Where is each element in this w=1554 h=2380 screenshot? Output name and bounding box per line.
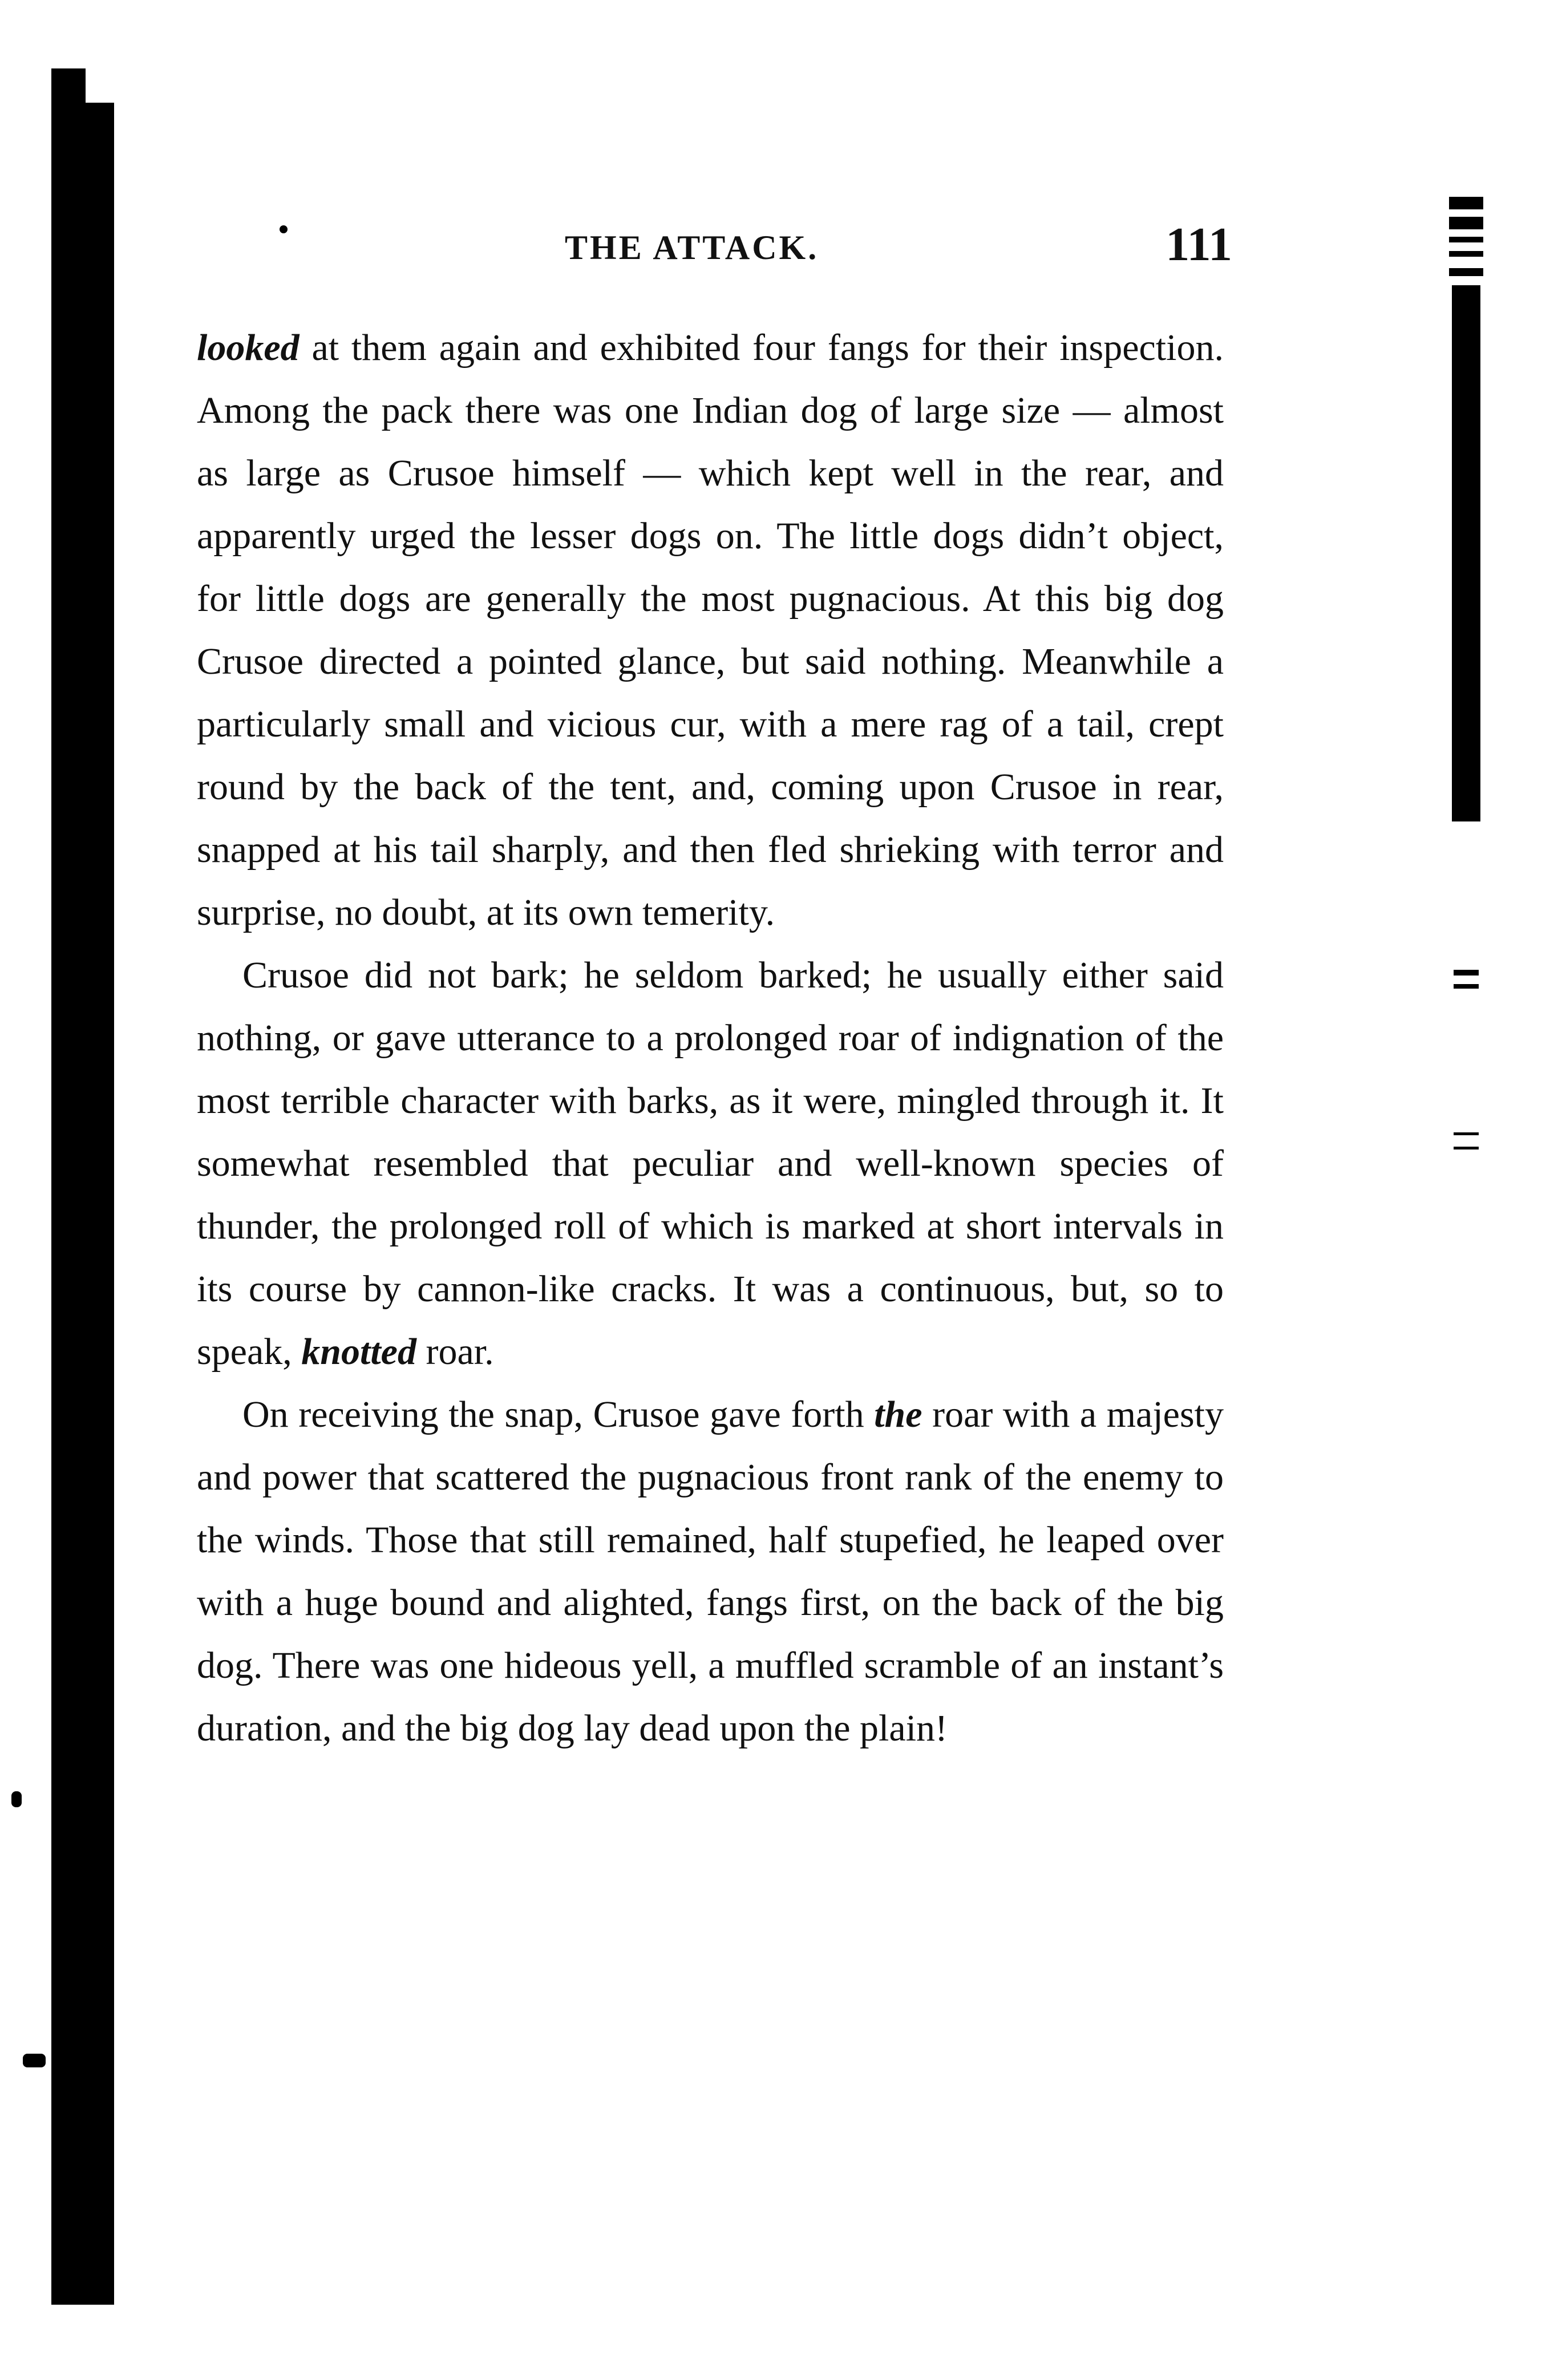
scan-edge-mark (1449, 197, 1483, 209)
scan-edge-mark (1449, 237, 1483, 242)
scan-edge-mark (1449, 268, 1483, 276)
paragraph (197, 317, 1224, 944)
paragraph (197, 1383, 1224, 1760)
scan-edge-mark (1454, 984, 1479, 989)
scan-edge-mark (1449, 217, 1483, 229)
scan-edge-mark (1449, 251, 1483, 257)
scan-speck (23, 2054, 46, 2067)
text-run: roar with a majesty and power that scattered the pugnacious front rank of the enemy to the winds. Those that still remained, half stupefied, he leaped over with a huge bound and alighted, fangs first, on the back of the big dog. There was one hideous yell, a muffled scramble of an instant’s duration, and the big dog lay dead upon the plain! (197, 1394, 1224, 1749)
body-text (197, 317, 1224, 1760)
scan-speck (11, 1791, 22, 1807)
text-run: roar. (416, 1331, 494, 1373)
italic-text-run: looked (197, 327, 300, 369)
text-run: Crusoe did not bark; he seldom barked; he usually either said nothing, or gave utterance to a prolonged roar of indignation of the most terrible character with barks, as it were, mingled through it. It somewhat resembled that peculiar and well-known species of thunder, the prolonged roll of which is marked at short intervals in its course by cannon-like cracks. It was a continuous, but, so to speak, (197, 954, 1224, 1373)
italic-text-run: the (874, 1394, 922, 1435)
scan-edge-mark (1454, 1132, 1479, 1135)
scan-edge-mark (1454, 970, 1479, 976)
italic-text-run: knotted (301, 1331, 416, 1373)
scan-edge-mark (1454, 1147, 1479, 1149)
running-header (194, 217, 1232, 280)
paragraph (197, 944, 1224, 1383)
scan-edge-mark (1452, 285, 1480, 821)
text-run: at them again and exhibited four fangs for their inspection. Among the pack there was one Indian dog of large size — almost as large as Crusoe himself — which kept well in the rear, and apparently urged the lesser dogs on. The little dogs didn’t object, for little dogs are generally the most pugnacious. At this big dog Crusoe directed a pointed glance, but said nothing. Meanwhile a particularly small and vicious cur, with a mere rag of a tail, crept round by the back of the tent, and, coming upon Crusoe in rear, snapped at his tail sharply, and then fled shrieking with terror and surprise, no doubt, at its own temerity. (197, 327, 1224, 933)
running-title: THE ATTACK. (565, 229, 819, 266)
page-number: 111 (1166, 218, 1232, 271)
text-run: On receiving the snap, Crusoe gave forth (242, 1394, 875, 1435)
scan-gutter-shadow (51, 103, 114, 2305)
